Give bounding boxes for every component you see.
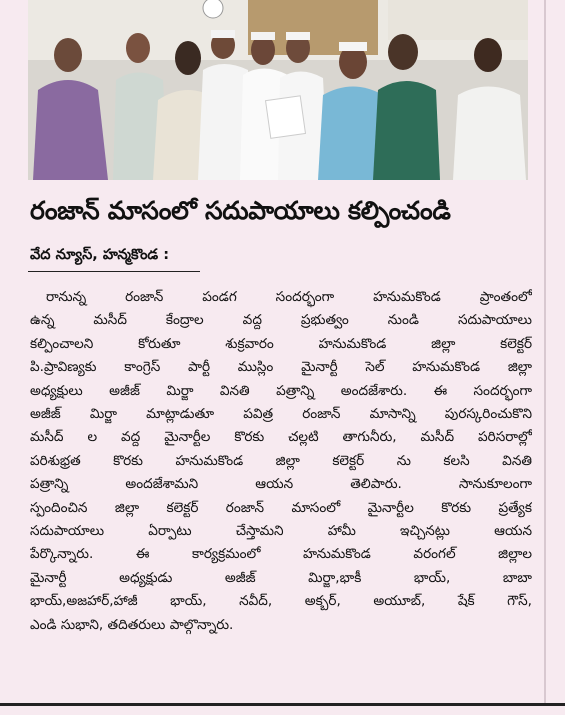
body-line: పరిశుభ్రత కొరకు హనుమకొండ జిల్లా కలెక్టర్ ను కలసి వినతి (30, 452, 532, 469)
body-line: భాయ్,అజహార్,హాజీ భాయ్, నవీద్, అక్బర్, అయూబ్, షేక్ గౌస్, (30, 593, 532, 610)
body-line: పి.ప్రావిణ్యకు కాంగ్రెస్ పార్టీ ముస్లిం మైనార్టీ సెల్ హనుమకొండ జిల్లా (30, 359, 532, 376)
body-line: కల్పించాలని కోరుతూ శుక్రవారం హనుమకొండ జిల్లా కలెక్టర్ (30, 335, 532, 352)
article-body (30, 286, 532, 637)
news-photo (28, 0, 528, 180)
body-line: ఉన్న మసీద్ కేంద్రాల వద్ద ప్రభుత్వం నుండి సదుపాయాలు (30, 312, 532, 329)
body-line: పత్రాన్ని అందజేశామని ఆయన తెలిపారు. సానుకూలంగా (30, 476, 532, 493)
body-line: పేర్కొన్నారు. ఈ కార్యక్రమంలో హనుమకొండ వరంగల్ జిల్లాల (30, 546, 532, 563)
clipping-bottom-rule (0, 703, 565, 706)
headline: రంజాన్ మాసంలో సదుపాయాలు కల్పించండి (30, 196, 451, 225)
body-line: ఎండి సుభాని, తదితరులు పాల్గొన్నారు. (30, 616, 234, 633)
byline: వేద న్యూస్, హన్మకొండ : (30, 247, 170, 263)
clipping-edge (544, 0, 546, 703)
body-line: అజీజ్ మిర్జా మాట్లాడుతూ పవిత్ర రంజాన్ మాసాన్ని పురస్కరించుకొని (30, 406, 532, 423)
body-line: మైనార్టీ అధ్యక్షుడు అజీజ్ మిర్జా,భాకీ భాయ్, బాబా (30, 569, 532, 586)
body-line: సదుపాయాలు ఏర్పాటు చేస్తామని హామీ ఇచ్చినట్లు ఆయన (30, 523, 532, 540)
body-line: స్పందించిన జిల్లా కలెక్టర్ రంజాన్ మాసంలో మైనార్టీల కొరకు ప్రత్యేక (30, 499, 532, 516)
byline-underline (28, 271, 200, 272)
body-line: రానున్న రంజాన్ పండగ సందర్భంగా హనుమకొండ ప్రాంతంలో (46, 289, 532, 305)
body-line: అధ్యక్షులు అజీజ్ మిర్జా వినతి పత్రాన్ని అందజేశారు. ఈ సందర్భంగా (30, 382, 532, 399)
body-line: మసీద్ ల వద్ద మైనార్టీల కొరకు చల్లటి తాగునీరు, మసీద్ పరిసరాల్లో (30, 429, 532, 446)
